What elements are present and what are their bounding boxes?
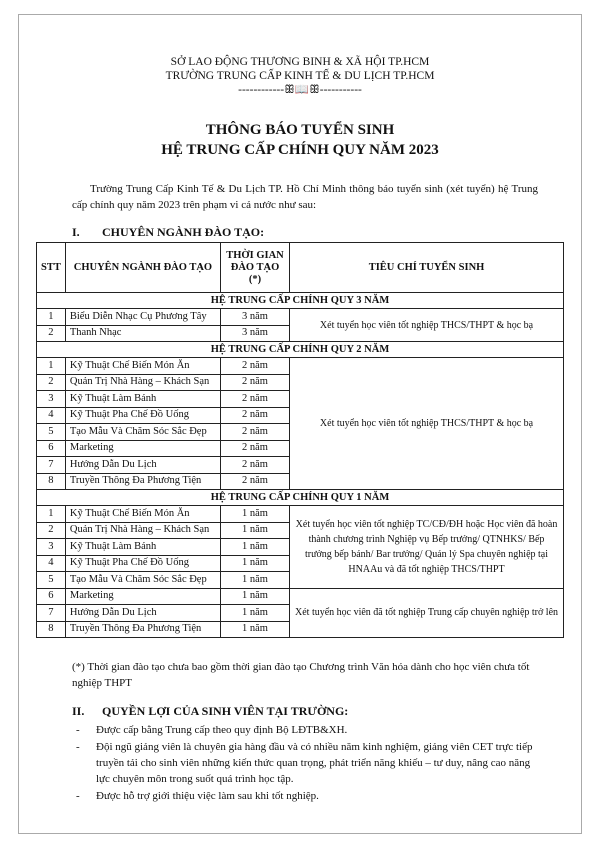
cell-criteria: Xét tuyển học viên tốt nghiệp THCS/THPT & học bạ	[290, 309, 564, 342]
cell-major: Kỹ Thuật Làm Bánh	[65, 391, 220, 408]
header-major: CHUYÊN NGÀNH ĐÀO TẠO	[65, 243, 220, 293]
document-title	[0, 120, 600, 160]
cell-stt: 8	[37, 473, 66, 490]
department-name: SỞ LAO ĐỘNG THƯƠNG BINH & XÃ HỘI TP.HCM	[170, 56, 430, 68]
cell-stt: 1	[37, 506, 66, 523]
section-heading-2	[72, 704, 348, 719]
benefits-list	[72, 722, 546, 805]
cell-major: Marketing	[65, 440, 220, 457]
cell-stt: 2	[37, 522, 66, 539]
cell-major: Quản Trị Nhà Hàng – Khách Sạn	[65, 522, 220, 539]
cell-duration: 2 năm	[220, 473, 289, 490]
cell-duration: 2 năm	[220, 457, 289, 474]
cell-stt: 1	[37, 309, 66, 326]
cell-stt: 2	[37, 325, 66, 342]
cell-duration: 1 năm	[220, 621, 289, 638]
cell-stt: 7	[37, 605, 66, 622]
cell-duration: 3 năm	[220, 325, 289, 342]
cell-duration: 1 năm	[220, 539, 289, 556]
cell-duration: 1 năm	[220, 588, 289, 605]
cell-duration: 2 năm	[220, 358, 289, 375]
cell-duration: 1 năm	[220, 605, 289, 622]
cell-stt: 7	[37, 457, 66, 474]
letterhead	[0, 55, 600, 97]
group-row	[37, 490, 564, 506]
majors-table	[36, 242, 564, 638]
group-title: HỆ TRUNG CẤP CHÍNH QUY 1 NĂM	[37, 490, 564, 506]
cell-major: Tạo Mẫu Và Chăm Sóc Sắc Đẹp	[65, 424, 220, 441]
table-row	[37, 588, 564, 605]
cell-major: Kỹ Thuật Làm Bánh	[65, 539, 220, 556]
intro-paragraph: Trường Trung Cấp Kinh Tế & Du Lịch TP. Hồ Chí Minh thông báo tuyển sinh (xét tuyển) hệ Trung cấp chính quy năm 2023 trên phạm vi cả nước như sau:	[72, 183, 538, 211]
cell-major: Hướng Dẫn Du Lịch	[65, 457, 220, 474]
header-stt: STT	[37, 243, 66, 293]
footnote: (*) Thời gian đào tạo chưa bao gồm thời gian đào tạo Chương trình Văn hóa dành cho học viên chưa tốt nghiệp THPT	[72, 661, 530, 689]
cell-major: Kỹ Thuật Pha Chế Đồ Uống	[65, 555, 220, 572]
cell-major: Truyền Thông Đa Phương Tiện	[65, 473, 220, 490]
cell-stt: 6	[37, 440, 66, 457]
cell-stt: 8	[37, 621, 66, 638]
header-criteria: TIÊU CHÍ TUYỂN SINH	[290, 243, 564, 293]
cell-major: Hướng Dẫn Du Lịch	[65, 605, 220, 622]
school-name: TRƯỜNG TRUNG CẤP KINH TẾ & DU LỊCH TP.HCM	[165, 70, 435, 82]
cell-stt: 3	[37, 539, 66, 556]
cell-duration: 2 năm	[220, 374, 289, 391]
title-line-1: THÔNG BÁO TUYỂN SINH	[205, 122, 395, 138]
cell-duration: 2 năm	[220, 407, 289, 424]
header-duration: THỜI GIAN ĐÀO TẠO (*)	[220, 243, 289, 293]
section-title: QUYỀN LỢI CỦA SINH VIÊN TẠI TRƯỜNG:	[102, 704, 349, 718]
cell-stt: 3	[37, 391, 66, 408]
cell-duration: 2 năm	[220, 391, 289, 408]
table-row	[37, 309, 564, 326]
cell-stt: 4	[37, 555, 66, 572]
table-row	[37, 358, 564, 375]
cell-duration: 2 năm	[220, 440, 289, 457]
cell-stt: 1	[37, 358, 66, 375]
table-header-row	[37, 243, 564, 293]
group-row	[37, 342, 564, 358]
cell-major: Kỹ Thuật Chế Biến Món Ăn	[65, 358, 220, 375]
cell-major: Kỹ Thuật Pha Chế Đồ Uống	[65, 407, 220, 424]
cell-major: Thanh Nhạc	[65, 325, 220, 342]
cell-stt: 6	[37, 588, 66, 605]
group-title: HỆ TRUNG CẤP CHÍNH QUY 3 NĂM	[37, 293, 564, 309]
cell-duration: 2 năm	[220, 424, 289, 441]
section-number: II.	[72, 704, 85, 718]
cell-stt: 4	[37, 407, 66, 424]
list-item: - Được cấp bằng Trung cấp theo quy định Bộ LĐTB&XH.	[72, 722, 546, 738]
cell-duration: 1 năm	[220, 572, 289, 589]
cell-major: Truyền Thông Đa Phương Tiện	[65, 621, 220, 638]
cell-major: Marketing	[65, 588, 220, 605]
cell-criteria: Xét tuyển học viên tốt nghiệp THCS/THPT & học bạ	[290, 358, 564, 490]
group-title: HỆ TRUNG CẤP CHÍNH QUY 2 NĂM	[37, 342, 564, 358]
cell-criteria: Xét tuyển học viên tốt nghiệp TC/CĐ/ĐH hoặc Học viên đã hoàn thành chương trình Nghiệp vụ Bếp trưởng/ QTNHKS/ Bếp trưởng bếp bánh/ Bar trưởng/ Quản lý Spa chuyên nghiệp tại HNAAu và đã tốt nghiệp THCS/THPT	[290, 506, 564, 589]
cell-major: Quản Trị Nhà Hàng – Khách Sạn	[65, 374, 220, 391]
cell-major: Kỹ Thuật Chế Biến Món Ăn	[65, 506, 220, 523]
cell-duration: 3 năm	[220, 309, 289, 326]
group-row	[37, 293, 564, 309]
cell-criteria: Xét tuyển học viên đã tốt nghiệp Trung cấp chuyên nghiệp trở lên	[290, 588, 564, 638]
section-number: I.	[72, 225, 80, 239]
cell-duration: 1 năm	[220, 555, 289, 572]
cell-major: Biểu Diễn Nhạc Cụ Phương Tây	[65, 309, 220, 326]
list-item: - Đội ngũ giảng viên là chuyên gia hàng đầu và có nhiều năm kinh nghiệm, giảng viên CET trực tiếp truyền tải cho sinh viên những kiến thức quan trọng, phát triển năng khiếu – tư duy, nâng cao năng lực chuyên môn trong suốt quá trình học tập.	[72, 739, 546, 787]
table-row	[37, 506, 564, 523]
cell-stt: 2	[37, 374, 66, 391]
list-item: - Được hỗ trợ giới thiệu việc làm sau khi tốt nghiệp.	[72, 788, 546, 804]
title-line-2: HỆ TRUNG CẤP CHÍNH QUY NĂM 2023	[161, 142, 439, 158]
section-title: CHUYÊN NGÀNH ĐÀO TẠO:	[102, 225, 265, 239]
cell-duration: 1 năm	[220, 506, 289, 523]
cell-duration: 1 năm	[220, 522, 289, 539]
header-ornament: ------------ꕥ📖ꕥ-----------	[238, 84, 362, 96]
cell-stt: 5	[37, 424, 66, 441]
section-heading-1	[72, 225, 264, 240]
cell-major: Tạo Mẫu Và Chăm Sóc Sắc Đẹp	[65, 572, 220, 589]
cell-stt: 5	[37, 572, 66, 589]
